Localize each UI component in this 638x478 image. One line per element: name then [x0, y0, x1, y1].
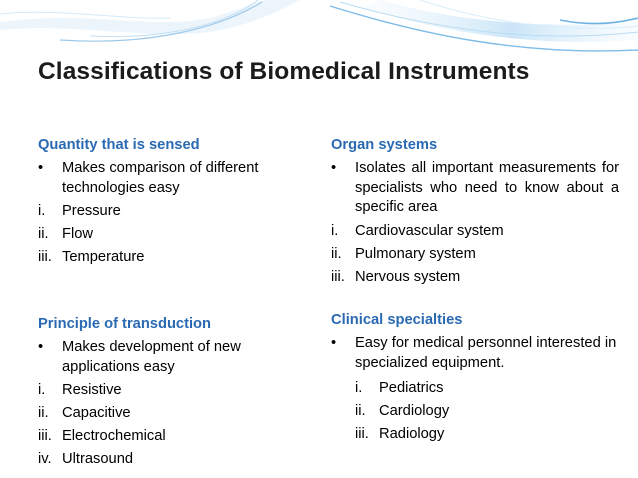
section-organ-systems — [331, 134, 619, 289]
bullet-marker: • — [38, 160, 44, 176]
item-text: Isolates all important measurements for specialists who need to know about a specific area — [355, 160, 619, 215]
list-item — [355, 400, 619, 423]
item-marker: ii. — [38, 226, 49, 242]
item-text: Resistive — [62, 382, 122, 398]
section-heading: Principle of transduction — [38, 316, 212, 332]
list-item — [38, 159, 288, 198]
list-item — [38, 448, 288, 471]
bullet-list — [331, 334, 619, 446]
list-item — [355, 423, 619, 446]
item-text: Pediatrics — [379, 380, 444, 396]
list-item — [38, 379, 288, 402]
section-heading: Quantity that is sensed — [38, 137, 200, 153]
list-item — [331, 220, 619, 243]
list-item — [331, 159, 619, 218]
item-text: Pulmonary system — [355, 245, 476, 262]
item-text: Cardiology — [379, 403, 450, 419]
item-text: Flow — [62, 226, 94, 242]
bullet-list — [331, 159, 619, 289]
section-heading: Clinical specialties — [331, 312, 463, 328]
item-marker: i. — [38, 382, 46, 398]
item-text: Cardiovascular system — [355, 222, 504, 239]
item-marker: ii. — [38, 405, 49, 421]
item-marker: iii. — [355, 426, 369, 442]
slide-title: Classifications of Biomedical Instruments — [38, 58, 530, 85]
item-marker: i. — [355, 380, 363, 396]
item-marker: iii. — [38, 249, 52, 265]
list-item — [38, 402, 288, 425]
item-marker: ii. — [331, 245, 342, 262]
bullet-marker: • — [331, 160, 337, 176]
item-marker: iii. — [38, 428, 52, 444]
item-marker: ii. — [355, 403, 366, 419]
item-text: Electrochemical — [62, 428, 166, 444]
list-item — [331, 243, 619, 266]
list-item — [331, 334, 619, 446]
item-text: Capacitive — [62, 405, 131, 421]
list-item — [355, 377, 619, 400]
item-text: Temperature — [62, 249, 145, 265]
item-text: Nervous system — [355, 268, 461, 285]
item-text: Easy for medical personnel interested in specialized equipment. — [355, 335, 617, 371]
list-item — [331, 266, 619, 289]
item-marker: i. — [331, 222, 339, 239]
list-item — [38, 425, 288, 448]
section-clinical-specialties — [331, 309, 619, 448]
bullet-list — [38, 159, 288, 269]
section-quantity-sensed — [38, 134, 288, 269]
item-text: Makes comparison of different technologies easy — [62, 160, 259, 196]
list-item — [38, 246, 288, 269]
item-text: Pressure — [62, 203, 121, 219]
section-principle-of-transduction — [38, 313, 288, 471]
list-item — [38, 338, 288, 377]
item-text: Ultrasound — [62, 451, 134, 467]
bullet-list — [38, 338, 288, 471]
item-marker: iii. — [331, 268, 345, 285]
section-heading: Organ systems — [331, 137, 438, 153]
item-marker: iv. — [38, 451, 52, 467]
list-item — [38, 200, 288, 223]
bullet-marker: • — [38, 339, 44, 355]
sub-list — [355, 377, 619, 446]
item-text: Radiology — [379, 426, 445, 442]
item-text: Makes development of new applications easy — [62, 339, 241, 375]
item-marker: i. — [38, 203, 46, 219]
bullet-marker: • — [331, 335, 337, 351]
list-item — [38, 223, 288, 246]
